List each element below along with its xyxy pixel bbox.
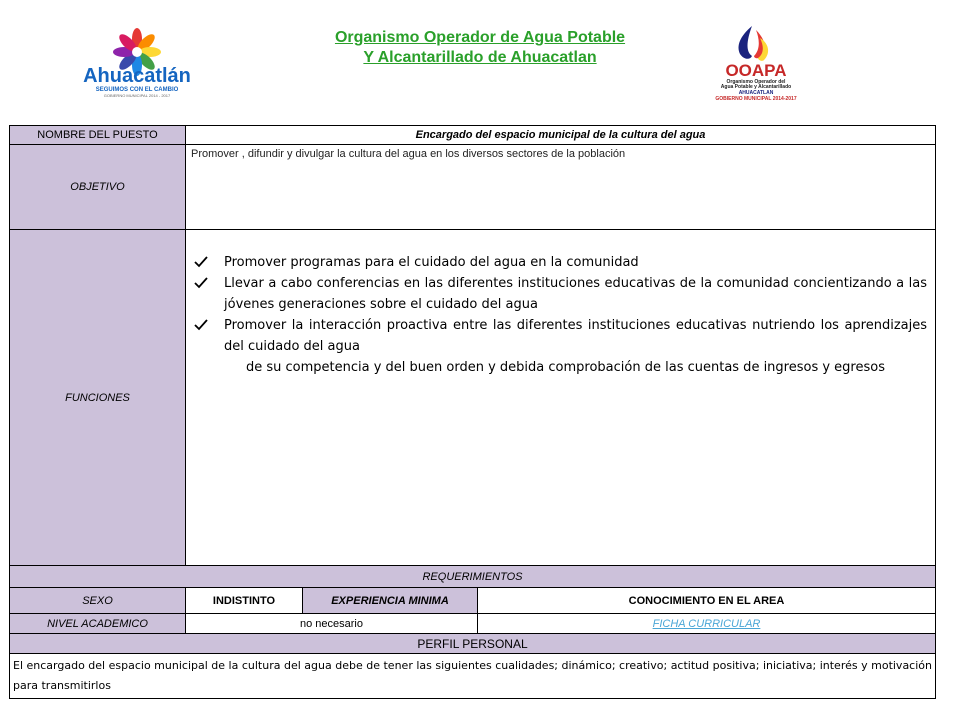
- ooapa-logo-line2: Agua Potable y Alcantarillado: [720, 84, 792, 90]
- funcion-text: Llevar a cabo conferencias en las diferentes instituciones educativas de la comunidad concientizando a las jóvenes generaciones sobre el cuidado del agua: [224, 276, 927, 312]
- nivel-value: no necesario: [186, 614, 478, 634]
- ficha-cell: [478, 614, 936, 634]
- funcion-extra-text: de su competencia y del buen orden y debida comprobación de las cuentas de ingresos y egresos: [246, 360, 885, 375]
- funcion-item: [194, 315, 927, 357]
- ooapa-logo-line4: GOBIERNO MUNICIPAL 2014-2017: [715, 96, 797, 102]
- funcion-extra: [194, 357, 927, 378]
- requerimientos-label: REQUERIMIENTOS: [10, 566, 936, 588]
- funcion-text: Promover la interacción proactiva entre las diferentes instituciones educativas nutriendo los aprendizajes del cuidado del agua: [224, 318, 927, 354]
- checkmark-icon: [194, 255, 208, 269]
- row-requerimientos: [10, 566, 936, 588]
- funcion-item: [194, 273, 927, 315]
- ooapa-logo-line1: Organismo Operador del: [726, 79, 786, 85]
- puesto-value: Encargado del espacio municipal de la cultura del agua: [186, 126, 936, 145]
- checkmark-icon: [194, 318, 208, 332]
- title-line-2: Y Alcantarillado de Ahuacatlan: [363, 49, 597, 66]
- nivel-label: NIVEL ACADEMICO: [10, 614, 186, 634]
- row-sexo: [10, 588, 936, 614]
- funciones-list: [194, 252, 927, 378]
- funciones-cell: [186, 230, 936, 566]
- ficha-curricular-link[interactable]: FICHA CURRICULAR: [652, 617, 761, 630]
- row-nivel: [10, 614, 936, 634]
- row-objetivo: [10, 145, 936, 230]
- perfil-label: PERFIL PERSONAL: [10, 634, 936, 654]
- job-description-table: [9, 125, 936, 699]
- funciones-label: FUNCIONES: [10, 230, 186, 566]
- row-puesto: [10, 126, 936, 145]
- experiencia-label: EXPERIENCIA MINIMA: [303, 588, 478, 614]
- ahuacatlan-logo-name: Ahuacatlán: [83, 65, 191, 87]
- objetivo-label: OBJETIVO: [10, 145, 186, 230]
- funcion-text: Promover programas para el cuidado del agua en la comunidad: [224, 255, 639, 270]
- sexo-label: SEXO: [10, 588, 186, 614]
- conocimiento-label: CONOCIMIENTO EN EL AREA: [478, 588, 936, 614]
- ooapa-logo: [700, 22, 812, 104]
- ahuacatlan-logo-subline: GOBIERNO MUNICIPAL 2014 - 2017: [103, 93, 171, 98]
- puesto-label: NOMBRE DEL PUESTO: [10, 126, 186, 145]
- ahuacatlan-logo-tagline: SEGUIMOS CON EL CAMBIO: [95, 87, 179, 93]
- ooapa-logo-name: OOAPA: [725, 61, 787, 80]
- perfil-text: El encargado del espacio municipal de la cultura del agua debe de tener las siguientes cualidades; dinámico; creativo; actitud positiva; iniciativa; interés y motivación para transmitirlos: [10, 654, 936, 699]
- ooapa-logo-line3: AHUACATLAN: [738, 90, 774, 96]
- sexo-value: INDISTINTO: [186, 588, 303, 614]
- page-title: [250, 28, 710, 68]
- funcion-item: [194, 252, 927, 273]
- row-funciones: [10, 230, 936, 566]
- ahuacatlan-logo: [62, 28, 212, 100]
- row-perfil-text: [10, 654, 936, 699]
- page-header: [0, 0, 960, 122]
- row-perfil: [10, 634, 936, 654]
- checkmark-icon: [194, 276, 208, 290]
- objetivo-value: Promover , difundir y divulgar la cultura del agua en los diversos sectores de la población: [186, 145, 936, 230]
- title-line-1: Organismo Operador de Agua Potable: [334, 29, 626, 46]
